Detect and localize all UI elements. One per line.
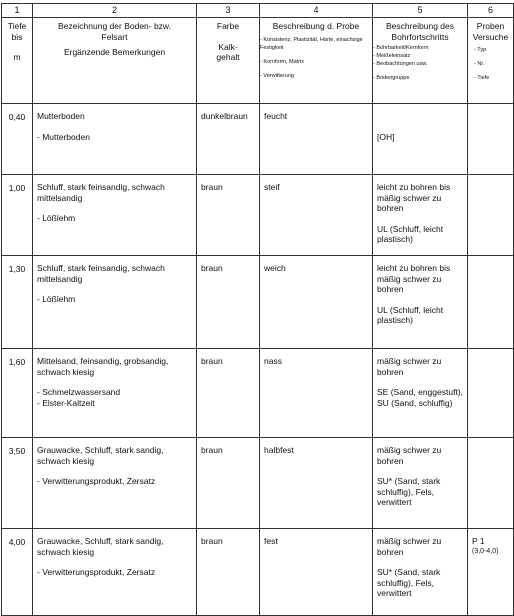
- column-number-row: [2, 4, 514, 18]
- progress-text: mäßig schwer zu bohren: [377, 445, 442, 466]
- progress-cell: [373, 104, 468, 175]
- soil-remark: - Verwitterungsprodukt, Zersatz: [37, 567, 156, 577]
- header-samples-tests: [468, 18, 514, 104]
- depth-cell: 3,50: [2, 438, 33, 529]
- header-progress-item: - Bodengruppe: [373, 75, 410, 81]
- header-sample-item: - Kornform, Matrix: [260, 58, 305, 65]
- soil-description: Schluff, stark feinsandig, schwach mittelsandig: [37, 182, 165, 203]
- sample-cell: fest: [260, 529, 373, 616]
- progress-cell: [373, 529, 468, 616]
- header-sample-title: Beschreibung d. Probe: [272, 21, 360, 31]
- probe-depth: (3,0-4,0): [472, 547, 499, 555]
- table-row: [2, 175, 514, 256]
- sample-cell: steif: [260, 175, 373, 256]
- header-progress-item: - Beobachtungen usw.: [373, 61, 428, 67]
- progress-cell: [373, 175, 468, 256]
- header-color-title: Farbe: [216, 21, 240, 31]
- soil-group: UL (Schluff, leicht plastisch): [377, 223, 444, 244]
- probe-cell: [468, 349, 514, 438]
- header-depth-line1: Tiefe: [7, 21, 27, 31]
- soil-remark: - Lößlehm: [37, 294, 76, 304]
- header-samples-line2: Versuche: [472, 31, 509, 42]
- soil-description: Schluff, stark feinsandig, schwach mittelsandig: [37, 263, 165, 284]
- probe-cell: [468, 529, 514, 616]
- soil-description: Grauwacke, Schluff, stark sandig, schwach kiesig: [37, 536, 164, 557]
- table-row: [2, 438, 514, 529]
- color-cell: braun: [197, 256, 260, 349]
- table-row: [2, 349, 514, 438]
- header-row: [2, 18, 514, 104]
- progress-cell: [373, 256, 468, 349]
- table-row: [2, 529, 514, 616]
- color-cell: dunkelbraun: [197, 104, 260, 175]
- soil-group: [OH]: [377, 132, 395, 142]
- soil-cell: [33, 349, 197, 438]
- progress-text: leicht zu bohren bis mäßig schwer zu bohren: [377, 263, 451, 294]
- soil-group: UL (Schluff, leicht plastisch): [377, 304, 444, 325]
- probe-cell: [468, 175, 514, 256]
- header-color: [197, 18, 260, 104]
- col-number-3: 3: [197, 4, 260, 18]
- soil-cell: [33, 104, 197, 175]
- sample-cell: feucht: [260, 104, 373, 175]
- soil-remark: - Verwitterungsprodukt, Zersatz: [37, 476, 156, 486]
- header-lime-line1: Kalk-: [218, 41, 238, 52]
- soil-cell: [33, 256, 197, 349]
- sample-cell: nass: [260, 349, 373, 438]
- header-depth-unit: m: [13, 52, 21, 62]
- header-remarks: Ergänzende Bemerkungen: [63, 47, 166, 57]
- soil-cell: [33, 175, 197, 256]
- soil-remark: - Lößlehm: [37, 213, 76, 223]
- probe-cell: [468, 256, 514, 349]
- soil-group: SE (Sand, enggestuft), SU (Sand, schluffig): [377, 387, 463, 408]
- soil-remark: - Mutterboden: [37, 131, 90, 142]
- borehole-log-table: [1, 3, 514, 616]
- depth-cell: 1,30: [2, 256, 33, 349]
- progress-text: mäßig schwer zu bohren: [377, 356, 442, 377]
- col-number-1: 1: [2, 4, 33, 18]
- depth-cell: 1,60: [2, 349, 33, 438]
- header-progress-item: - Meißeleinsatz: [373, 53, 411, 59]
- header-samples-item: - Tiefe: [474, 75, 490, 81]
- header-samples-line1: Proben: [476, 21, 505, 31]
- header-progress-line2: Bohrfortschritts: [391, 31, 449, 42]
- soil-group: SU* (Sand, stark schluffig), Fels, verwittert: [377, 567, 441, 598]
- probe-cell: [468, 104, 514, 175]
- depth-cell: 1,00: [2, 175, 33, 256]
- soil-description: Mutterboden: [37, 111, 85, 121]
- progress-cell: [373, 438, 468, 529]
- soil-group: SU* (Sand, stark schluffig), Fels, verwittert: [377, 476, 441, 507]
- progress-cell: [373, 349, 468, 438]
- header-sample-item: - Konsistenz, Plastizität, Härte, einachsige Festigkeit: [260, 36, 363, 51]
- col-number-6: 6: [468, 4, 514, 18]
- probe-type: P 1: [472, 536, 485, 546]
- header-samples-item: - Typ: [474, 47, 487, 53]
- header-lime-line2: gehalt: [216, 52, 240, 62]
- soil-cell: [33, 529, 197, 616]
- col-number-2: 2: [33, 4, 197, 18]
- col-number-4: 4: [260, 4, 373, 18]
- depth-cell: 0,40: [2, 104, 33, 175]
- soil-description: Mittelsand, feinsandig, grobsandig, schwach kiesig: [37, 356, 169, 377]
- depth-cell: 4,00: [2, 529, 33, 616]
- progress-text: mäßig schwer zu bohren: [377, 536, 442, 557]
- header-drilling-progress: [373, 18, 468, 104]
- color-cell: braun: [197, 349, 260, 438]
- color-cell: braun: [197, 529, 260, 616]
- header-sample-item: - Verwitterung: [260, 72, 294, 79]
- header-progress-item: - Bohrbarkeit/Kernform: [373, 45, 429, 51]
- probe-cell: [468, 438, 514, 529]
- header-depth: [2, 18, 33, 104]
- progress-text: leicht zu bohren bis mäßig schwer zu bohren: [377, 182, 451, 213]
- soil-cell: [33, 438, 197, 529]
- sample-cell: weich: [260, 256, 373, 349]
- header-soil-type: [33, 18, 197, 104]
- table-row: [2, 104, 514, 175]
- header-depth-line2: bis: [11, 31, 23, 42]
- soil-remark: - Schmelzwassersand: [37, 387, 121, 397]
- header-sample-description: [260, 18, 373, 104]
- header-soil-line2: Felsart: [101, 31, 128, 42]
- soil-description: Grauwacke, Schluff, stark sandig, schwach kiesig: [37, 445, 164, 466]
- color-cell: braun: [197, 175, 260, 256]
- soil-remark: - Elster-Kaltzeit: [37, 397, 95, 408]
- header-samples-item: - Nr.: [474, 61, 485, 67]
- table-row: [2, 256, 514, 349]
- header-soil-line1: Bezeichnung der Boden- bzw.: [58, 21, 171, 31]
- col-number-5: 5: [373, 4, 468, 18]
- sample-cell: halbfest: [260, 438, 373, 529]
- color-cell: braun: [197, 438, 260, 529]
- header-progress-line1: Beschreibung des: [385, 21, 455, 31]
